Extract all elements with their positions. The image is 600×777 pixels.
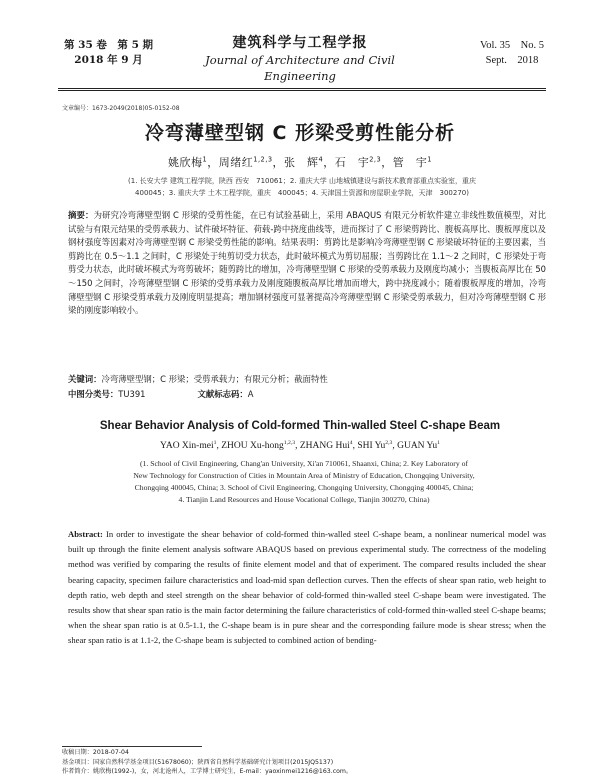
volume-cn: 第 35 卷 第 5 期 — [64, 39, 154, 51]
affiliations-cn — [72, 175, 532, 199]
author-cn-3: 张 辉$^4$ — [284, 155, 324, 169]
clc-label: 中图分类号： — [68, 389, 119, 399]
volume-en: Vol. 35 No. 5 — [480, 40, 544, 51]
footnote-funding: 基金项目：国家自然科学基金项目(51678060)；陕西省自然科学基础研究计划项目(2015JQ5137) — [62, 758, 334, 766]
abstract-en-text: In order to investigate the shear behavior of cold-formed thin-walled steel C-shape beam, a nonlinear numerical model was built up through the finite element analysis software ABAQUS based on previous experimental study. The correctness of the modeling method was verified by comparing the results of finite element model and that of experiment. The compared results included the shear bearing capacity, specimen failure characteristics and load-mid span deflection curves. Then the effects of shear span ratio, web height to depth ratio, web depth and steel strength on the shear behavior of cold-formed thin-walled steel C-shape beam were investigated. The results show that shear span ratio is the main factor determining the failure characteristics of cold-formed thin-walled steel C-shape beams; when the shear span ratio is at 0.5-1.1, the C-shape beam is in pure shear and the corresponding failure mode is shear stress; when the shear span ratio is at 1.1-2, the C-shape beam is subjected to combined action of bending- — [68, 529, 546, 646]
keywords-cn-label: 关键词： — [68, 374, 102, 384]
journal-name-cn: 建筑科学与工程学报 — [232, 35, 368, 51]
affiliations-en — [76, 458, 532, 506]
abstract-en-label: Abstract: — [68, 529, 103, 539]
clc-value: TU391 — [118, 389, 146, 399]
footnote-rule — [62, 746, 202, 747]
affiliation-en-line: (1. School of Civil Engineering, Chang'an University, Xi'an 710061, Shaanxi, China; 2. Key Laboratory of — [139, 459, 469, 468]
date-en: Sept. 2018 — [485, 55, 539, 66]
classification — [68, 388, 546, 400]
affiliation-en-line: New Technology for Construction of Cities in Mountain Area of Ministry of Education, Chongqing University, — [133, 471, 475, 480]
journal-name-en: Journal of Architecture and Civil Engineering — [205, 53, 395, 83]
journal-header — [0, 0, 600, 100]
header-left — [64, 38, 153, 68]
affiliation-cn-line: (1. 长安大学 建筑工程学院，陕西 西安 710061；2. 重庆大学 山地城镇建设与新技术教育部重点实验室，重庆 — [128, 177, 476, 185]
abstract-cn-label: 摘要： — [68, 210, 94, 220]
footnote-received: 收稿日期：2018-07-04 — [62, 749, 129, 756]
article-number: 文章编号：1673-2049(2018)05-0152-08 — [62, 105, 180, 112]
header-center — [170, 34, 430, 84]
title-cn: 冷弯薄壁型钢 C 形梁受剪性能分析 — [144, 122, 456, 144]
header-rule-top — [58, 88, 546, 89]
keywords-cn-text: 冷弯薄壁型钢；C 形梁；受剪承载力；有限元分析；截面特性 — [101, 374, 328, 384]
author-en-4: SHI Yu$^{2,3}$ — [357, 439, 393, 451]
affiliation-cn-line: 400045；3. 重庆大学 土木工程学院，重庆 400045；4. 天津国土资源和房屋职业学院，天津 300270) — [135, 189, 469, 197]
authors-en: YAO Xin-mei$^1$, ZHOU Xu-hong$^{1,2,3}$, ZHANG Hui$^4$, SHI Yu$^{2,3}$, GUAN Yu$^1$ — [160, 439, 440, 451]
date-cn: 2018 年 9 月 — [74, 54, 143, 66]
author-cn-1: 姚欣梅$^1$ — [168, 155, 208, 169]
abstract-cn-text: 为研究冷弯薄壁型钢 C 形梁的受剪性能，在已有试验基础上，采用 ABAQUS 有限元分析软件建立非线性数值模型，对比试验与有限元结果的受剪承载力、试件破坏特征、荷载-跨中挠度曲线等，进而探讨了 C 形梁剪跨比、腹板高厚比、腹板厚度以及钢材强度等因素对冷弯薄壁型钢 C 形梁受剪性能的影响。结果表明：剪跨比是影响冷弯薄壁型钢 C 形梁破坏特征的主要因素，当剪跨比在 0.5～1.1 之间时，C 形梁处于纯剪切受力状态，此时破坏模式为剪切屈服；当剪跨比在 1.1～2 之间时，C 形梁处于弯剪受力状态，此时破坏模式为弯剪破坏；随剪跨比的增加，冷弯薄壁型钢 C 形梁的受剪承载力及刚度均减小；当腹板高厚比在 50～150 之间时，冷弯薄壁型钢 C 形梁的受剪承载力及刚度随腹板高厚比增加而增大，跨中挠度减小；随着腹板厚度的增加，冷弯薄壁型钢 C 形梁受剪承载力及刚度明显提高；增加钢材强度可显著提高冷弯薄壁型钢 C 形梁受剪承载力，但对冷弯薄壁型钢 C 形梁的刚度影响较小。 — [68, 210, 546, 316]
author-en-5: GUAN Yu$^1$ — [397, 439, 440, 451]
author-cn-4: 石 宇$^{2,3}$ — [334, 155, 382, 169]
header-rule-bottom — [58, 90, 546, 91]
affiliation-en-line: 4. Tianjin Land Resources and House Vocational College, Tianjin 300270, China) — [178, 495, 430, 504]
title-en: Shear Behavior Analysis of Cold-formed Thin-walled Steel C-shape Beam — [99, 420, 501, 432]
keywords-cn — [68, 373, 546, 385]
doc-code-label: 文献标志码： — [197, 389, 248, 399]
abstract-cn — [68, 209, 546, 318]
affiliation-en-line: Chongqing 400045, China; 3. School of Civil Engineering, Chongqing University, Chongqing 400045, China; — [134, 483, 474, 492]
author-en-2: ZHOU Xu-hong$^{1,2,3}$ — [221, 439, 296, 451]
author-en-3: ZHANG Hui$^4$ — [299, 439, 353, 451]
abstract-en — [68, 527, 546, 649]
author-en-1: YAO Xin-mei$^1$ — [160, 439, 217, 451]
footnote-author-bio: 作者简介：姚欣梅(1992-)，女，河北沧州人，工学博士研究生，E-mail：yaoxinmei1216@163.com。 — [62, 768, 353, 775]
header-right — [480, 38, 544, 68]
authors-cn: 姚欣梅$^1$，周绪红$^{1,2,3}$，张 辉$^4$，石 宇$^{2,3}$，管 宇$^1$ — [168, 155, 432, 169]
author-cn-5: 管 宇$^1$ — [392, 155, 432, 169]
author-cn-2: 周绪红$^{1,2,3}$ — [218, 155, 273, 169]
doc-code-value: A — [247, 389, 254, 399]
footnotes — [62, 748, 542, 777]
